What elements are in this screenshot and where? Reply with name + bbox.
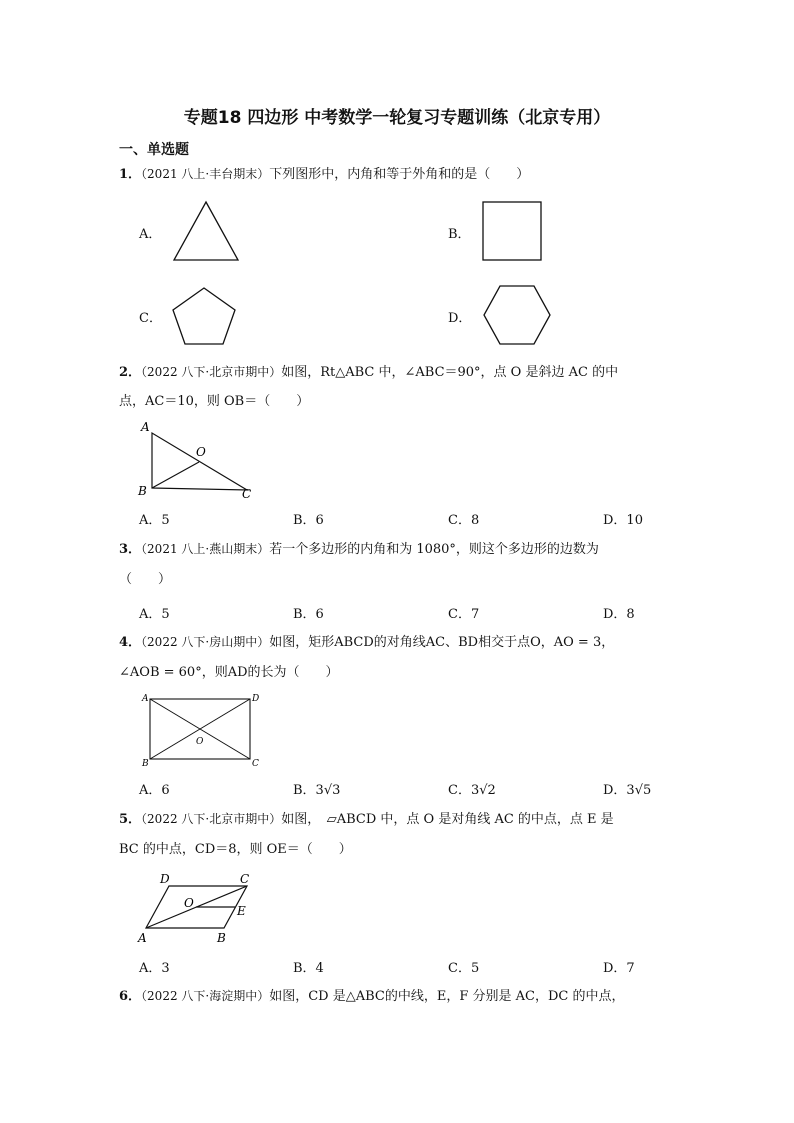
label-d: D <box>160 872 170 886</box>
question-1 <box>119 166 529 183</box>
label-e: E <box>237 904 246 918</box>
question-source: （2021 八上·丰台期末） <box>141 167 270 181</box>
option-d: D．10 <box>603 513 643 528</box>
question-text: 如图，CD 是△ABC的中线，E，F 分别是 AC，DC 的中点， <box>269 989 625 1004</box>
right-triangle-abc-figure <box>132 418 262 502</box>
triangle-figure <box>170 198 242 264</box>
question-number: 6． <box>119 989 142 1004</box>
label-b: B <box>138 484 147 498</box>
question-text: 下列图形中，内角和等于外角和的是（ ） <box>269 167 530 182</box>
option-d: D．3√5 <box>603 783 652 798</box>
option-a: A．6 <box>139 783 170 798</box>
question-text-line-1: 如图，矩形ABCD的对角线AC、BD相交于点O，AO = 3， <box>269 635 615 650</box>
label-o: O <box>184 896 194 910</box>
option-c: C．8 <box>448 513 480 528</box>
option-b: B．6 <box>293 607 324 622</box>
parallelogram-abcd-figure <box>134 870 264 948</box>
label-a: A <box>141 420 150 434</box>
label-a: A <box>138 931 147 945</box>
question-3-line-2: （ ） <box>119 572 172 587</box>
question-4-line-2: ∠AOB = 60°，则AD的长为（ ） <box>119 665 339 680</box>
hexagon-figure <box>482 284 552 346</box>
label-b: B <box>217 931 226 945</box>
page-title: 专题18 四边形 中考数学一轮复习专题训练（北京专用） <box>183 108 611 128</box>
option-d: D．7 <box>603 961 635 976</box>
question-5-line-2: BC 的中点，CD＝8，则 OE＝（ ） <box>119 842 352 857</box>
label-o: O <box>196 445 206 459</box>
question-text-line-1: 若一个多边形的内角和为 1080°，则这个多边形的边数为 <box>269 542 599 557</box>
question-2-line-2: 点，AC＝10，则 OB＝（ ） <box>119 394 310 409</box>
question-2 <box>119 364 618 381</box>
pentagon-figure <box>170 285 238 347</box>
option-b: B．4 <box>293 961 324 976</box>
rectangle-abcd-figure <box>138 690 268 770</box>
option-a: A．3 <box>139 961 170 976</box>
question-source: （2022 八下·北京市期中） <box>141 812 282 826</box>
option-b: B．6 <box>293 513 324 528</box>
question-text-line-1: 如图，Rt△ABC 中，∠ABC＝90°，点 O 是斜边 AC 的中 <box>281 365 619 380</box>
option-c: C． <box>139 311 162 326</box>
option-c: C．5 <box>448 961 480 976</box>
option-b: B．3√3 <box>293 783 341 798</box>
option-a: A． <box>139 227 162 242</box>
question-4 <box>119 634 614 651</box>
option-c: C．7 <box>448 607 480 622</box>
question-source: （2021 八上·燕山期末） <box>141 542 270 556</box>
label-a: A <box>142 694 149 704</box>
label-o: O <box>196 737 204 747</box>
option-b: B． <box>448 227 471 242</box>
question-source: （2022 八下·海淀期中） <box>141 989 270 1003</box>
question-text-line-1: 如图， ▱ABCD 中，点 O 是对角线 AC 的中点，点 E 是 <box>281 812 614 827</box>
option-a: A．5 <box>139 607 170 622</box>
question-number: 1． <box>119 167 142 182</box>
question-source: （2022 八下·房山期中） <box>141 635 270 649</box>
option-d: D． <box>448 311 472 326</box>
label-c: C <box>242 487 252 501</box>
question-number: 2． <box>119 365 142 380</box>
label-d: D <box>252 694 260 704</box>
question-source: （2022 八下·北京市期中） <box>141 365 282 379</box>
question-6 <box>119 988 624 1005</box>
question-number: 5． <box>119 812 142 827</box>
square-figure <box>480 200 544 264</box>
label-c: C <box>240 872 250 886</box>
label-b: B <box>142 759 149 769</box>
section-heading: 一、单选题 <box>119 142 189 158</box>
question-5 <box>119 811 614 828</box>
option-a: A．5 <box>139 513 170 528</box>
option-c: C．3√2 <box>448 783 496 798</box>
question-number: 3． <box>119 542 142 557</box>
label-c: C <box>252 759 259 769</box>
question-number: 4． <box>119 635 142 650</box>
question-3 <box>119 541 599 558</box>
option-d: D．8 <box>603 607 635 622</box>
